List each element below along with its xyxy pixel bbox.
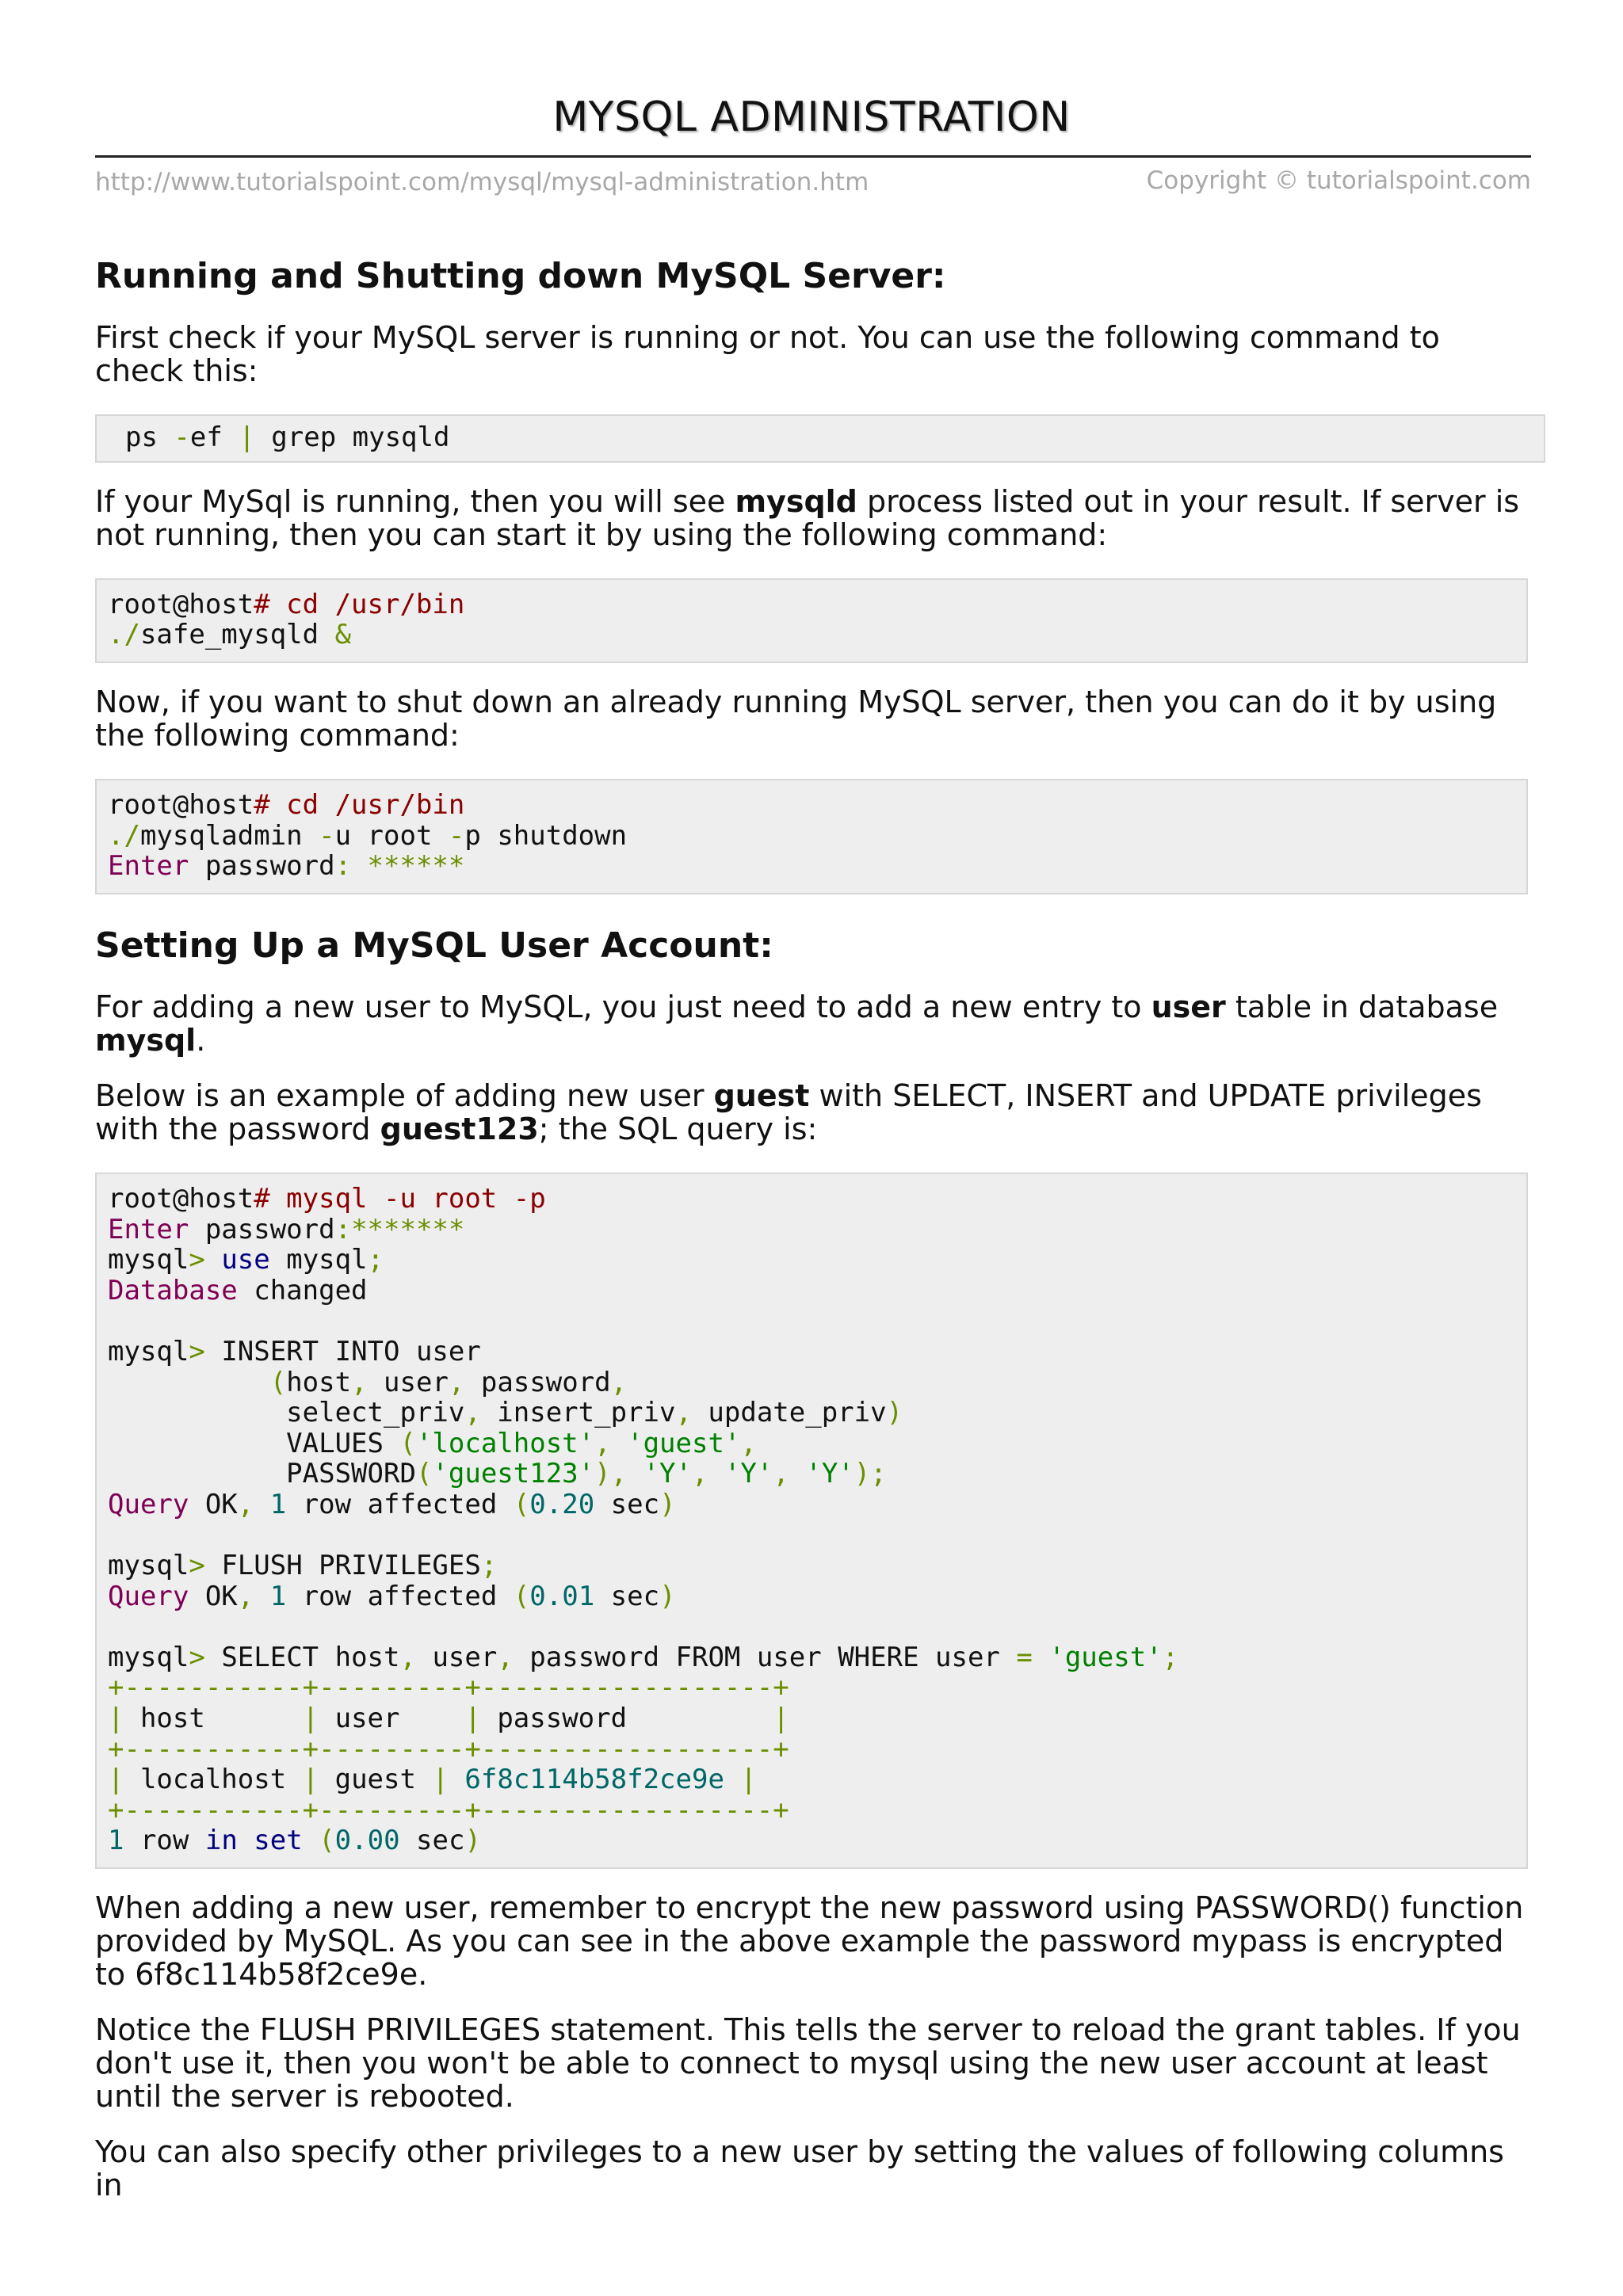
code-line: ./mysqladmin -u root -p shutdown [108,819,628,852]
section-heading-running: Running and Shutting down MySQL Server: [95,256,946,296]
code-line: root@host# cd /usr/bin [108,588,465,620]
term-mysql: mysql [95,1022,197,1058]
code-line: root@host# cd /usr/bin [108,788,465,821]
table-data-row: | localhost | guest | 6f8c114b58f2ce9e | [108,1764,757,1796]
code-line: ps -ef | grep mysqld [125,421,450,454]
paragraph-add-user: For adding a new user to MySQL, you just need to add a new entry to user table in database mysql. [95,989,1499,1058]
paragraph-mysqld-running: If your MySql is running, then you will see mysqld process listed out in your result. If server is not running, then you can start it by using the following command: [95,483,1520,552]
code-block-start-server [95,578,1528,663]
code-line: Enter password:******* [108,1213,465,1245]
code-line: mysql> FLUSH PRIVILEGES; [108,1550,498,1582]
paragraph-shutdown: Now, if you want to shut down an already running MySQL server, then you can do it by using the following command: [95,684,1497,753]
code-line-blank [108,1611,1515,1642]
table-border-line: +-----------+---------+------------------+ [108,1794,789,1826]
code-line: Query OK, 1 row affected (0.20 sec) [108,1488,676,1520]
code-line: root@host# mysql -u root -p [108,1182,546,1215]
main-content [95,238,1537,2202]
copyright-notice: Copyright © tutorialspoint.com [1146,166,1531,195]
page-url[interactable]: http://www.tutorialspoint.com/mysql/mysql-administration.htm [95,168,869,196]
code-line: Database changed [108,1274,368,1306]
code-line: ./safe_mysqld & [108,619,352,651]
term-guest: guest [713,1077,810,1113]
code-block-shutdown [95,779,1528,894]
term-mysqld: mysqld [735,483,857,519]
section-heading-user-account: Setting Up a MySQL User Account: [95,925,773,966]
code-block-ps [95,414,1545,463]
paragraph-guest-example: Below is an example of adding new user guest with SELECT, INSERT and UPDATE privileges with the password guest123; the SQL query is: [95,1077,1482,1146]
code-line: VALUES ('localhost', 'guest', [108,1427,757,1459]
code-line: mysql> SELECT host, user, password FROM user WHERE user = 'guest'; [108,1641,1179,1673]
term-user: user [1151,989,1226,1024]
page-title: MYSQL ADMINISTRATION [552,93,1071,141]
code-line: select_priv, insert_priv, update_priv) [108,1397,903,1429]
code-line-blank [108,1306,1515,1337]
paragraph-other-privileges: You can also specify other privileges to a new user by setting the values of following columns in [95,2134,1504,2203]
code-line: PASSWORD('guest123'), 'Y', 'Y', 'Y'); [108,1458,887,1490]
title-divider [95,155,1531,158]
code-line: (host, user, password, [269,1366,628,1398]
term-guest123: guest123 [380,1111,539,1146]
code-line-blank [108,1520,1515,1550]
code-line: mysql> INSERT INTO user [108,1335,481,1367]
code-line: 1 row in set (0.00 sec) [108,1825,481,1857]
paragraph-encrypt-password: When adding a new user, remember to encrypt the new password using PASSWORD() function provided by MySQL. As you can see in the above example the password mypass is encrypted to 6f8c114b58f2ce9e. [95,1890,1524,1992]
table-border-line: +-----------+---------+------------------+ [108,1733,789,1765]
paragraph-flush-privileges: Notice the FLUSH PRIVILEGES statement. This tells the server to reload the grant tables. If you don't use it, then you won't be able to connect to mysql using the new user account at least until the server is rebooted. [95,2012,1521,2114]
table-header-row: | host | user | password | [108,1703,789,1735]
paragraph-check-server: First check if your MySQL server is running or not. You can use the following command to check this: [95,320,1440,389]
code-line: Enter password: ****** [108,850,465,883]
code-line: mysql> use mysql; [108,1244,384,1276]
code-line: Query OK, 1 row affected (0.01 sec) [108,1580,676,1612]
table-border-line: +-----------+---------+------------------+ [108,1672,789,1704]
code-block-sql-session [95,1173,1528,1869]
